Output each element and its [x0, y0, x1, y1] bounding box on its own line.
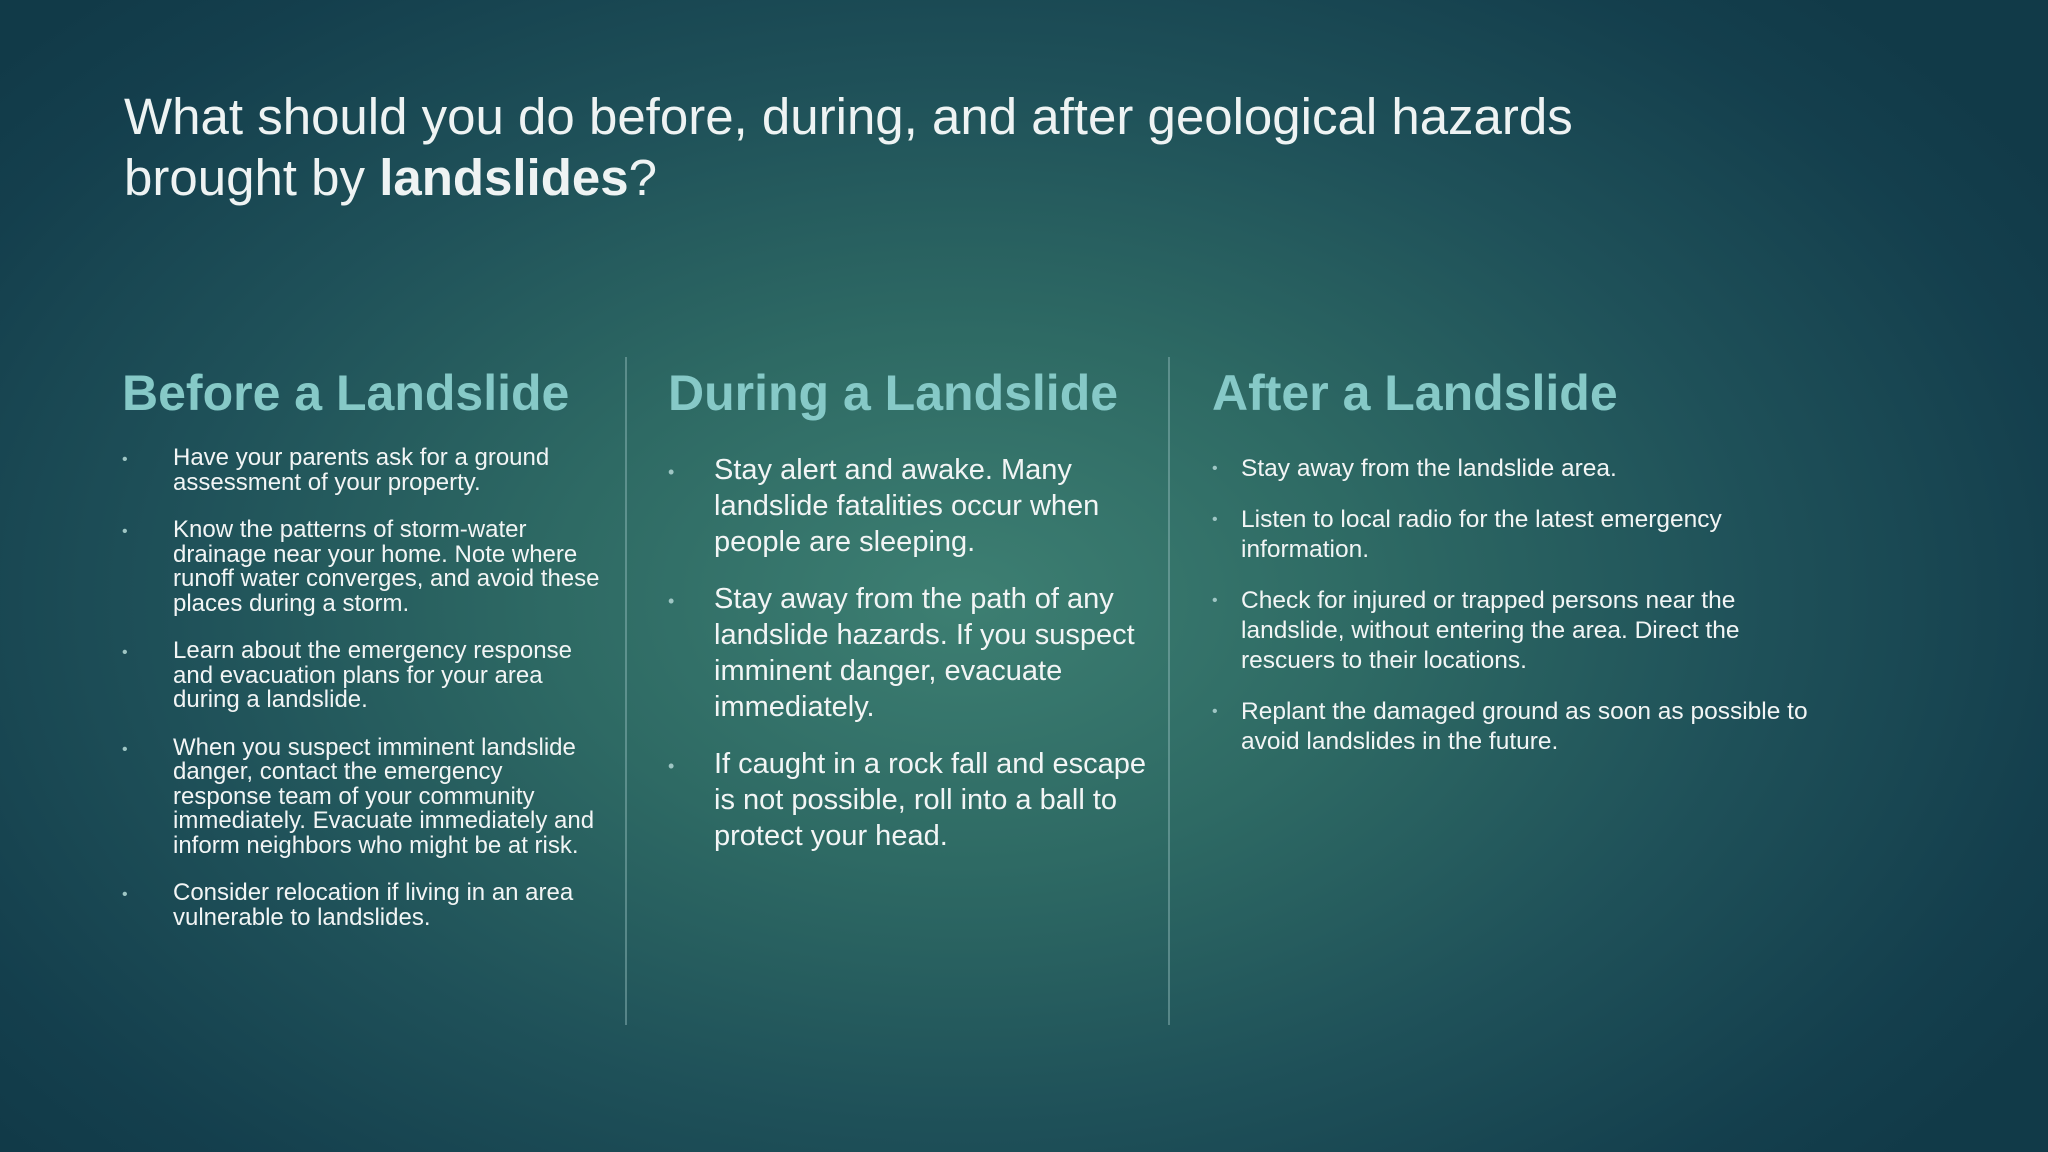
list-item	[122, 639, 602, 713]
heading-before: Before a Landslide	[122, 365, 570, 421]
list-item-text: Have your parents ask for a ground assessment of your property.	[173, 444, 550, 496]
title-text: What should you do before, during, and after geological hazards brought by	[124, 88, 1573, 206]
list-item	[122, 446, 602, 495]
list-item	[1212, 505, 1832, 565]
list-item-text: Stay alert and awake. Many landslide fatalities occur when people are sleeping.	[714, 454, 1100, 558]
heading-after: After a Landslide	[1212, 365, 1618, 421]
bullet-list-during	[668, 452, 1148, 854]
bullet-icon: •	[122, 451, 128, 468]
list-item	[122, 881, 602, 930]
list-item-text: When you suspect imminent landslide danger, contact the emergency response team of your community immediately. Evacuate immediately and inform neighbors who might be at risk.	[173, 733, 595, 859]
list-item	[122, 518, 602, 616]
list-item-text: Learn about the emergency response and evacuation plans for your area during a landslide.	[173, 637, 572, 713]
column-after	[1212, 360, 1832, 778]
bullet-icon: •	[1212, 511, 1218, 528]
list-item-text: Consider relocation if living in an area vulnerable to landslides.	[173, 879, 574, 931]
bullet-icon: •	[122, 523, 128, 540]
bullet-icon: •	[668, 591, 675, 611]
list-item-text: Check for injured or trapped persons near the landslide, without entering the area. Direct the rescuers to their locations.	[1241, 587, 1740, 674]
bullet-icon: •	[122, 644, 128, 661]
bullet-icon: •	[122, 740, 128, 758]
list-item-text: Replant the damaged ground as soon as possible to avoid landslides in the future.	[1241, 698, 1808, 755]
list-item	[1212, 697, 1832, 757]
title-emphasis: landslides	[379, 149, 629, 206]
list-item-text: Know the patterns of storm-water drainage near your home. Note where runoff water converges, and avoid these places during a storm.	[173, 516, 600, 617]
column-divider	[625, 357, 627, 1025]
list-item	[668, 452, 1148, 560]
list-item-text: Listen to local radio for the latest emergency information.	[1241, 506, 1722, 563]
bullet-icon: •	[1212, 460, 1218, 477]
column-divider	[1168, 357, 1170, 1025]
bullet-icon: •	[668, 756, 675, 776]
bullet-icon: •	[668, 462, 675, 482]
title-suffix: ?	[628, 149, 657, 206]
list-item-text: Stay away from the landslide area.	[1241, 455, 1617, 482]
heading-during: During a Landslide	[668, 365, 1119, 421]
list-item-text: Stay away from the path of any landslide hazards. If you suspect imminent danger, evacuate immediately.	[714, 583, 1135, 723]
list-item	[668, 581, 1148, 725]
list-item	[1212, 454, 1832, 484]
bullet-icon: •	[1212, 703, 1218, 720]
list-item-text: If caught in a rock fall and escape is not possible, roll into a ball to protect your head.	[714, 748, 1147, 852]
bullet-list-before	[122, 446, 602, 930]
slide-title	[124, 86, 1724, 208]
bullet-list-after	[1212, 454, 1832, 757]
bullet-icon: •	[1212, 592, 1218, 609]
list-item	[668, 746, 1148, 854]
bullet-icon: •	[122, 886, 128, 903]
column-before	[122, 360, 602, 953]
list-item	[122, 733, 602, 859]
column-during	[668, 360, 1148, 875]
list-item	[1212, 586, 1832, 676]
